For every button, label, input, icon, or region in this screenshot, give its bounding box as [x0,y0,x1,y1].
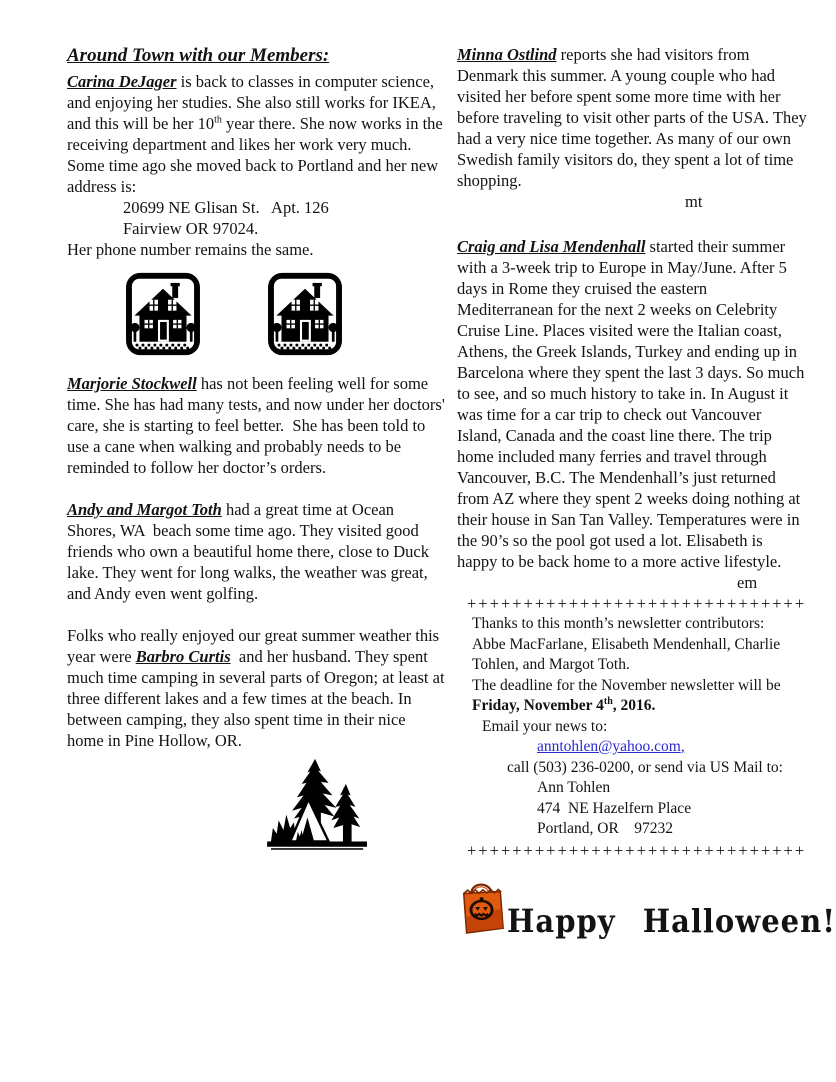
email-line [457,737,807,758]
folks-text-1: Folks who really enjoyed our great summer weather this year were [67,626,444,666]
author-initials-em: em [737,573,758,592]
happy-halloween-text: Happy Halloween! [507,902,836,939]
contributors-block [457,614,807,840]
address-line-2: Fairview OR 97024. [123,219,259,238]
halloween-banner [457,877,836,939]
deadline-date-pre: Friday, November 4 [472,697,604,714]
address-line-1: 20699 NE Glisan St. Apt. 126 [123,198,329,217]
deadline-intro: The deadline for the November newsletter will be [472,676,781,694]
member-name-carina: Carina DeJager [67,72,177,91]
folks-text-2: and her husband. They spent much time camping in several parts of Oregon; at least at three different lakes and a few times at the beach. In between camping, they also spent time in their nice home in Pine Hollow, OR. [67,647,449,750]
mail-city: Portland, OR 97232 [537,820,674,837]
address-block [67,197,445,239]
member-name-minna: Minna Ostlind [457,45,557,64]
carina-text-2: year there. She now works in the receiving department and likes her work very much. Some time ago she moved back to Portland and her new address is: [67,114,447,196]
thanks-line: Thanks to this month’s newsletter contributors: [472,615,765,632]
house-clipart-row [125,272,445,356]
plus-divider-top: ++++++++++++++++++++++++++++++ [467,594,807,613]
camping-clipart [265,757,371,853]
mail-street: 474 NE Hazelfern Place [537,799,692,817]
mail-name: Ann Tohlen [537,779,611,796]
marjorie-text: has not been feeling well for some time. She has had many tests, and now under her doctors' care, she is starting to feel better. She has been told to use a cane when walking and probably needs to be reminded to follow her doctor’s orders. [67,374,449,477]
mendenhall-paragraph [457,236,807,572]
call-line: call (503) 236-0200, or send via US Mail to: [507,758,783,776]
email-prompt: Email your news to: [482,717,608,735]
member-name-barbro: Barbro Curtis [135,647,231,666]
house-icon [267,272,343,356]
left-column [67,44,449,858]
deadline-date-post: , 2016. [612,697,656,714]
carina-text-1: is back to classes in computer science, and enjoying her studies. She also still works for IKEA, and this will be her 10 [67,72,441,133]
ordinal-superscript: th [214,114,222,126]
minna-paragraph [457,44,811,191]
page-title: Around Town with our Members: [67,45,330,66]
member-name-toth: Andy and Margot Toth [67,500,222,519]
email-link-comma: , [680,738,685,755]
ordinal-superscript: th [603,695,613,707]
carina-paragraph [67,71,445,197]
house-icon [125,272,201,356]
halloween-bag-icon [457,877,507,937]
toth-text: had a great time at Ocean Shores, WA beach some time ago. They visited good friends who own a beautiful home there, close to Duck lake. They went for long walks, the weather was great, and Andy even went golfing. [67,500,434,603]
folks-paragraph [67,625,449,751]
camping-clipart-wrap [265,757,445,858]
minna-text: reports she had visitors from Denmark this summer. A young couple who had visited her before spent some more time with her before traveling to visit other parts of the USA. They had a very nice time together. As many of our own Swedish family visitors do, they spent a lot of time shopping. [457,45,811,190]
member-name-marjorie: Marjorie Stockwell [67,374,197,393]
mendenhall-text: started their summer with a 3-week trip to Europe in May/June. After 5 days in Rome they cruised the eastern Mediterranean for the next 2 weeks on Celebrity Cruise Line. Places visited were the Italian coast, Athens, the Greek Islands, Turkey and ending up in Barcelona where they spent the last 3 days. So much to see, and so much history to take in. In August it was time for a car trip to check out Vancouver Island, Canada and the coast line there. The trip home included many ferries and travel through Vancouver, B.C. The Mendenhall’s just returned from AZ where they spent 2 weeks doing nothing at their house in San Tan Valley. Temperatures were in the 90’s so the pool got used a lot. Elisabeth is happy to be back home to a more active lifestyle. [457,237,809,571]
contributors-line: Abbe MacFarlane, Elisabeth Mendenhall, Charlie Tohlen, and Margot Toth. [472,635,784,673]
author-initials-mt: mt [685,192,703,211]
email-link[interactable]: anntohlen@yahoo.com [537,738,681,755]
right-column [457,44,836,939]
deadline-date [457,696,807,717]
phone-note: Her phone number remains the same. [67,240,314,259]
plus-divider-bottom: ++++++++++++++++++++++++++++++ [467,840,807,860]
member-name-mendenhall: Craig and Lisa Mendenhall [457,237,646,256]
toth-paragraph [67,499,445,604]
marjorie-paragraph [67,373,449,478]
